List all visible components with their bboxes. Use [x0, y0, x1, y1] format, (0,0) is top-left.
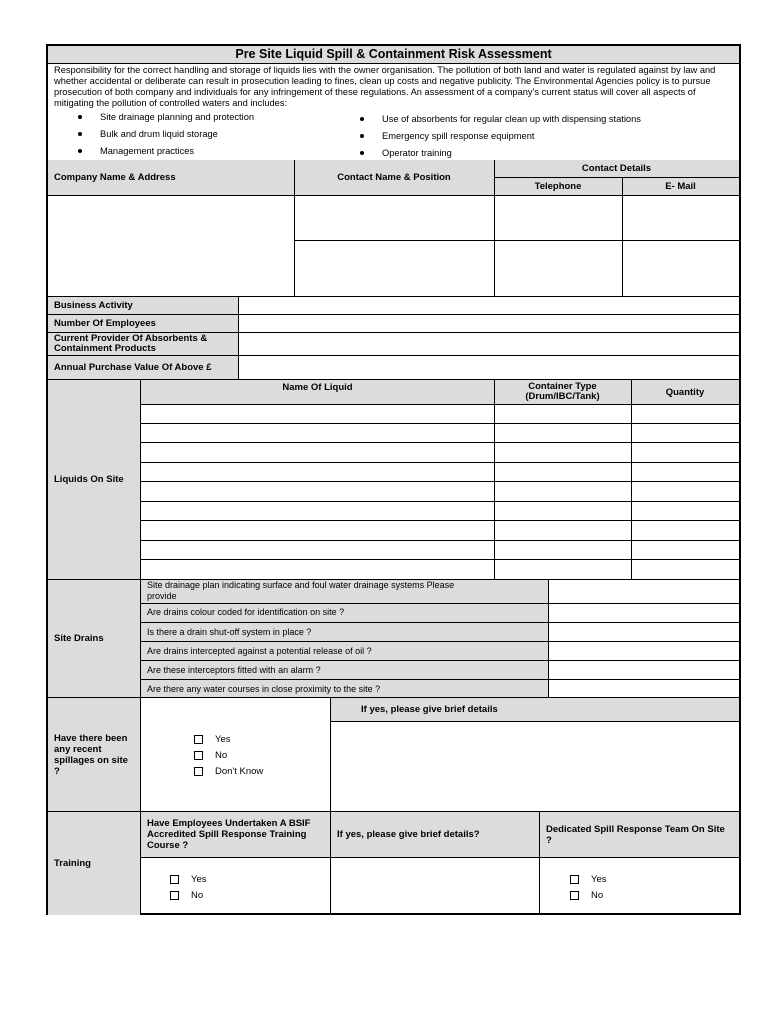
training-label: Training	[48, 812, 140, 915]
bullet-item: Operator training	[382, 147, 452, 158]
drain-question: Are these interceptors fitted with an alarm ?	[147, 665, 321, 675]
telephone-header: Telephone	[494, 177, 622, 195]
site-drains-label: Site Drains	[48, 580, 140, 697]
checkbox-icon	[570, 891, 579, 900]
contact-name-header: Contact Name & Position	[294, 160, 494, 195]
drain-answers[interactable]	[549, 580, 739, 697]
bullet-item: Use of absorbents for regular clean up with dispensing stations	[382, 113, 641, 124]
bullet-item: Emergency spill response equipment	[382, 130, 535, 141]
employees-label: Number Of Employees	[48, 315, 238, 332]
spillages-label: Have there been any recent spillages on site ?	[48, 698, 140, 811]
team-option-no[interactable]: No	[570, 890, 603, 901]
email-field[interactable]	[622, 196, 739, 240]
liquids-table-body[interactable]	[141, 405, 739, 579]
liquids-label: Liquids On Site	[48, 380, 140, 579]
bsif-course-question: Have Employees Undertaken A BSIF Accredited Spill Response Training Course ?	[141, 812, 330, 857]
intro-text: Responsibility for the correct handling and storage of liquids lies with the owner organisation. The pollution of both land and water is regulated against by law and whether accidental or deliberate can result in prosecution leading to fines, clean up costs and negative publicity. The Environmental Agencies policy is to pursue prosecution of both company and individuals for any infringement of these regulations. An assessment of a company's current status will cover all aspects of mitigating the pollution of controlled waters and includes:	[54, 65, 716, 108]
bullet-item: Site drainage planning and protection	[100, 111, 255, 122]
drain-question: Site drainage plan indicating surface and foul water drainage systems Please provide	[147, 580, 455, 601]
company-address-field[interactable]	[48, 196, 294, 296]
bullet-item: Management practices	[100, 145, 195, 156]
training-details-header: If yes, please give brief details?	[331, 812, 540, 857]
spillage-option-yes[interactable]: Yes	[194, 734, 231, 745]
current-provider-label: Current Provider Of Absorbents & Containment Products	[48, 333, 238, 355]
email-header: E- Mail	[622, 177, 739, 195]
checkbox-icon	[194, 751, 203, 760]
spill-team-question: Dedicated Spill Response Team On Site ?	[540, 812, 739, 857]
checkbox-icon	[170, 891, 179, 900]
bullet-list-left	[48, 108, 254, 159]
telephone-field[interactable]	[494, 196, 622, 240]
business-activity-field[interactable]	[239, 297, 739, 314]
current-provider-field[interactable]	[239, 333, 739, 355]
training-details-field[interactable]	[331, 858, 539, 915]
course-option-no[interactable]: No	[170, 890, 203, 901]
container-type-header: Container Type (Drum/IBC/Tank)	[494, 380, 631, 404]
checkbox-icon	[170, 875, 179, 884]
contact-name-field[interactable]	[294, 196, 494, 240]
course-option-yes[interactable]: Yes	[170, 874, 207, 885]
spillage-option-dont-know[interactable]: Don't Know	[194, 766, 263, 777]
company-header: Company Name & Address	[48, 160, 294, 195]
drain-question: Are drains colour coded for identification on site ?	[147, 607, 345, 617]
drain-question: Are there any water courses in close proximity to the site ?	[147, 684, 381, 694]
quantity-header: Quantity	[631, 380, 739, 404]
bullet-list-right	[330, 110, 641, 161]
spillage-details-field[interactable]	[331, 722, 739, 811]
bullet-item: Bulk and drum liquid storage	[100, 128, 218, 139]
team-option-yes[interactable]: Yes	[570, 874, 607, 885]
contact-details-header: Contact Details	[494, 160, 739, 177]
drain-question: Are drains intercepted against a potential release of oil ?	[147, 646, 372, 656]
purchase-value-label: Annual Purchase Value Of Above £	[48, 356, 238, 379]
employees-field[interactable]	[239, 315, 739, 332]
purchase-value-field[interactable]	[239, 356, 739, 379]
checkbox-icon	[194, 735, 203, 744]
drain-question: Is there a drain shut-off system in place ?	[147, 627, 312, 637]
form-title: Pre Site Liquid Spill & Containment Risk Assessment	[235, 47, 552, 61]
business-activity-label: Business Activity	[48, 297, 238, 314]
spillage-option-no[interactable]: No	[194, 750, 227, 761]
liquid-name-header: Name Of Liquid	[141, 380, 494, 404]
checkbox-icon	[570, 875, 579, 884]
risk-assessment-form	[46, 44, 741, 915]
checkbox-icon	[194, 767, 203, 776]
spillage-details-header: If yes, please give brief details	[331, 698, 739, 721]
